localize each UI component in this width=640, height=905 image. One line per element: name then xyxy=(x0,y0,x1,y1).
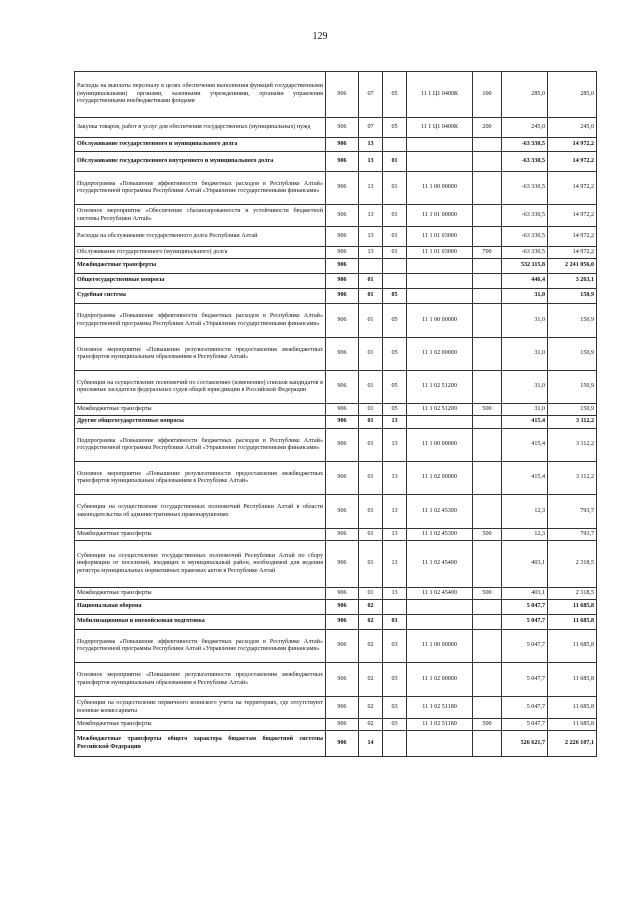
subsection-code-cell: 01 xyxy=(383,227,407,247)
table-row xyxy=(75,529,597,541)
ved-code-cell: 906 xyxy=(326,615,359,630)
target-article-cell: 11 1 02 45400 xyxy=(407,588,473,600)
ved-code-cell: 906 xyxy=(326,630,359,663)
target-article-cell: 11 1 02 51180 xyxy=(407,697,473,719)
amount-change-cell: -63 330,5 xyxy=(502,205,548,227)
amount-total-cell: 3 263,1 xyxy=(548,274,597,289)
amount-total-cell: 150,9 xyxy=(548,304,597,338)
table-row xyxy=(75,138,597,152)
row-name-cell: Межбюджетные трансферты xyxy=(75,719,326,731)
section-code-cell: 13 xyxy=(359,172,383,205)
amount-total-cell: 14 972,2 xyxy=(548,227,597,247)
target-article-cell xyxy=(407,274,473,289)
table-row xyxy=(75,495,597,529)
amount-total-cell: 11 685,8 xyxy=(548,697,597,719)
table-row xyxy=(75,697,597,719)
row-name-cell: Другие общегосударственные вопросы xyxy=(75,416,326,429)
amount-change-cell: 5 047,7 xyxy=(502,663,548,697)
subsection-code-cell: 01 xyxy=(383,172,407,205)
expense-type-cell xyxy=(473,227,502,247)
section-code-cell: 13 xyxy=(359,152,383,172)
section-code-cell: 01 xyxy=(359,289,383,304)
ved-code-cell: 906 xyxy=(326,72,359,118)
row-name-cell: Подпрограмма «Повышение эффективности бюджетных расходов в Республике Алтай» государственной программы Республики Алтай «Управление государственными финансами» xyxy=(75,304,326,338)
target-article-cell: 11 1 02 00000 xyxy=(407,462,473,495)
target-article-cell xyxy=(407,615,473,630)
amount-change-cell: -63 330,5 xyxy=(502,247,548,259)
section-code-cell: 01 xyxy=(359,404,383,416)
table-row xyxy=(75,588,597,600)
section-code-cell: 14 xyxy=(359,731,383,757)
row-name-cell: Межбюджетные трансферты xyxy=(75,404,326,416)
amount-change-cell: 31,0 xyxy=(502,304,548,338)
amount-total-cell: 14 972,2 xyxy=(548,138,597,152)
row-name-cell: Общегосударственные вопросы xyxy=(75,274,326,289)
amount-total-cell: 285,0 xyxy=(548,72,597,118)
expense-type-cell xyxy=(473,205,502,227)
amount-change-cell: 31,0 xyxy=(502,404,548,416)
row-name-cell: Судебная система xyxy=(75,289,326,304)
ved-code-cell: 906 xyxy=(326,289,359,304)
amount-change-cell: 403,1 xyxy=(502,588,548,600)
budget-table-body xyxy=(75,72,597,757)
ved-code-cell: 906 xyxy=(326,600,359,615)
ved-code-cell: 906 xyxy=(326,404,359,416)
section-code-cell: 01 xyxy=(359,274,383,289)
subsection-code-cell: 01 xyxy=(383,205,407,227)
subsection-code-cell: 01 xyxy=(383,152,407,172)
amount-change-cell: -63 330,5 xyxy=(502,138,548,152)
page-number: 129 xyxy=(312,31,328,42)
section-code-cell: 01 xyxy=(359,416,383,429)
expense-type-cell xyxy=(473,731,502,757)
budget-table xyxy=(74,71,597,757)
section-code-cell: 13 xyxy=(359,138,383,152)
amount-total-cell: 793,7 xyxy=(548,495,597,529)
target-article-cell xyxy=(407,152,473,172)
expense-type-cell xyxy=(473,541,502,588)
target-article-cell: 11 1 02 45400 xyxy=(407,541,473,588)
amount-change-cell: 31,0 xyxy=(502,338,548,371)
row-name-cell: Субвенции на осуществление полномочий по составлению (изменению) списков кандидатов в присяжные заседатели федеральных судов общей юрисдикции в Российской Федерации xyxy=(75,371,326,404)
target-article-cell xyxy=(407,138,473,152)
ved-code-cell: 906 xyxy=(326,697,359,719)
expense-type-cell xyxy=(473,429,502,462)
subsection-code-cell: 13 xyxy=(383,588,407,600)
table-row xyxy=(75,600,597,615)
ved-code-cell: 906 xyxy=(326,719,359,731)
subsection-code-cell: 03 xyxy=(383,615,407,630)
subsection-code-cell xyxy=(383,138,407,152)
expense-type-cell xyxy=(473,697,502,719)
row-name-cell: Подпрограмма «Повышение эффективности бюджетных расходов в Республике Алтай» государственной программы Республики Алтай «Управление государственными финансами» xyxy=(75,172,326,205)
table-row xyxy=(75,72,597,118)
row-name-cell: Подпрограмма «Повышение эффективности бюджетных расходов в Республике Алтай» государственной программы Республики Алтай «Управление государственными финансами» xyxy=(75,429,326,462)
section-code-cell: 02 xyxy=(359,697,383,719)
target-article-cell: 11 1 02 51200 xyxy=(407,371,473,404)
target-article-cell xyxy=(407,289,473,304)
expense-type-cell xyxy=(473,152,502,172)
subsection-code-cell: 03 xyxy=(383,697,407,719)
table-row xyxy=(75,615,597,630)
ved-code-cell: 906 xyxy=(326,138,359,152)
section-code-cell: 02 xyxy=(359,719,383,731)
table-row xyxy=(75,289,597,304)
ved-code-cell: 906 xyxy=(326,541,359,588)
expense-type-cell xyxy=(473,600,502,615)
row-name-cell: Обслуживание государственного (муниципального) долга xyxy=(75,247,326,259)
section-code-cell: 01 xyxy=(359,338,383,371)
section-code-cell: 13 xyxy=(359,227,383,247)
expense-type-cell: 500 xyxy=(473,719,502,731)
subsection-code-cell: 03 xyxy=(383,719,407,731)
ved-code-cell: 906 xyxy=(326,205,359,227)
expense-type-cell: 200 xyxy=(473,118,502,138)
table-row xyxy=(75,429,597,462)
target-article-cell: 11 1 00 00000 xyxy=(407,304,473,338)
table-row xyxy=(75,541,597,588)
amount-total-cell: 150,9 xyxy=(548,404,597,416)
expense-type-cell xyxy=(473,338,502,371)
subsection-code-cell xyxy=(383,600,407,615)
subsection-code-cell: 05 xyxy=(383,404,407,416)
table-row xyxy=(75,338,597,371)
ved-code-cell: 906 xyxy=(326,462,359,495)
amount-total-cell: 2 318,5 xyxy=(548,541,597,588)
ved-code-cell: 906 xyxy=(326,338,359,371)
amount-total-cell: 150,9 xyxy=(548,371,597,404)
amount-change-cell: 415,4 xyxy=(502,429,548,462)
amount-total-cell: 793,7 xyxy=(548,529,597,541)
amount-total-cell: 11 685,8 xyxy=(548,615,597,630)
ved-code-cell: 906 xyxy=(326,118,359,138)
amount-change-cell: 5 047,7 xyxy=(502,630,548,663)
amount-change-cell: 12,3 xyxy=(502,529,548,541)
expense-type-cell xyxy=(473,371,502,404)
amount-change-cell: 415,4 xyxy=(502,462,548,495)
ved-code-cell: 906 xyxy=(326,371,359,404)
row-name-cell: Основное мероприятие «Повышение результативности предоставления межбюджетных трансфертов муниципальным образованиям в Республике Алтай» xyxy=(75,462,326,495)
section-code-cell: 01 xyxy=(359,541,383,588)
section-code-cell xyxy=(359,259,383,274)
expense-type-cell: 500 xyxy=(473,588,502,600)
ved-code-cell: 906 xyxy=(326,259,359,274)
ved-code-cell: 906 xyxy=(326,663,359,697)
amount-total-cell: 14 972,2 xyxy=(548,205,597,227)
ved-code-cell: 906 xyxy=(326,227,359,247)
amount-total-cell: 2 318,5 xyxy=(548,588,597,600)
ved-code-cell: 906 xyxy=(326,247,359,259)
amount-total-cell: 245,0 xyxy=(548,118,597,138)
ved-code-cell: 906 xyxy=(326,304,359,338)
target-article-cell xyxy=(407,416,473,429)
table-row xyxy=(75,274,597,289)
target-article-cell: 11 1 02 45300 xyxy=(407,495,473,529)
section-code-cell: 07 xyxy=(359,72,383,118)
row-name-cell: Закупка товаров, работ и услуг для обеспечения государственных (муниципальных) нужд xyxy=(75,118,326,138)
table-row xyxy=(75,404,597,416)
target-article-cell: 11 1 02 00000 xyxy=(407,338,473,371)
target-article-cell: 11 1 02 51180 xyxy=(407,719,473,731)
amount-total-cell: 3 112,2 xyxy=(548,416,597,429)
target-article-cell xyxy=(407,600,473,615)
amount-total-cell: 11 685,8 xyxy=(548,600,597,615)
amount-change-cell: 446,4 xyxy=(502,274,548,289)
table-row xyxy=(75,462,597,495)
amount-change-cell: -63 330,5 xyxy=(502,172,548,205)
ved-code-cell: 906 xyxy=(326,495,359,529)
target-article-cell: 11 1 00 00000 xyxy=(407,172,473,205)
target-article-cell: 11 1 02 45300 xyxy=(407,529,473,541)
table-row xyxy=(75,416,597,429)
amount-total-cell: 2 241 056,0 xyxy=(548,259,597,274)
target-article-cell xyxy=(407,259,473,274)
row-name-cell: Межбюджетные трансферты xyxy=(75,529,326,541)
amount-change-cell: 5 047,7 xyxy=(502,719,548,731)
section-code-cell: 01 xyxy=(359,495,383,529)
amount-total-cell: 14 972,2 xyxy=(548,152,597,172)
amount-total-cell: 11 685,8 xyxy=(548,630,597,663)
target-article-cell xyxy=(407,731,473,757)
section-code-cell: 02 xyxy=(359,600,383,615)
amount-change-cell: 403,1 xyxy=(502,541,548,588)
target-article-cell: 11 1 Ц1 0400К xyxy=(407,118,473,138)
amount-change-cell: 532 115,8 xyxy=(502,259,548,274)
section-code-cell: 07 xyxy=(359,118,383,138)
target-article-cell: 11 1 01 03000 xyxy=(407,247,473,259)
subsection-code-cell xyxy=(383,259,407,274)
amount-total-cell: 150,9 xyxy=(548,338,597,371)
row-name-cell: Расходы на выплаты персоналу в целях обеспечения выполнения функций государственными (муниципальными) органами, казенными учреждениями, органами управления государственными внебюджетными фондами xyxy=(75,72,326,118)
row-name-cell: Основное мероприятие «Обеспечение сбалансированности и устойчивости бюджетной системы Республики Алтай» xyxy=(75,205,326,227)
ved-code-cell: 906 xyxy=(326,429,359,462)
row-name-cell: Межбюджетные трансферты xyxy=(75,259,326,274)
expense-type-cell xyxy=(473,172,502,205)
row-name-cell: Межбюджетные трансферты xyxy=(75,588,326,600)
expense-type-cell: 700 xyxy=(473,247,502,259)
section-code-cell: 01 xyxy=(359,462,383,495)
subsection-code-cell: 05 xyxy=(383,304,407,338)
table-row xyxy=(75,731,597,757)
ved-code-cell: 906 xyxy=(326,731,359,757)
amount-change-cell: 415,4 xyxy=(502,416,548,429)
target-article-cell: 11 1 02 51200 xyxy=(407,404,473,416)
table-row xyxy=(75,172,597,205)
subsection-code-cell: 13 xyxy=(383,495,407,529)
table-row xyxy=(75,719,597,731)
expense-type-cell xyxy=(473,663,502,697)
amount-total-cell: 14 972,2 xyxy=(548,172,597,205)
section-code-cell: 13 xyxy=(359,205,383,227)
amount-change-cell: -63 330,5 xyxy=(502,152,548,172)
target-article-cell: 11 1 00 00000 xyxy=(407,429,473,462)
expense-type-cell xyxy=(473,289,502,304)
subsection-code-cell: 13 xyxy=(383,462,407,495)
expense-type-cell xyxy=(473,274,502,289)
section-code-cell: 02 xyxy=(359,630,383,663)
expense-type-cell: 500 xyxy=(473,529,502,541)
expense-type-cell xyxy=(473,615,502,630)
subsection-code-cell xyxy=(383,274,407,289)
table-row xyxy=(75,152,597,172)
subsection-code-cell: 05 xyxy=(383,118,407,138)
amount-change-cell: 285,0 xyxy=(502,72,548,118)
subsection-code-cell: 13 xyxy=(383,429,407,462)
expense-type-cell xyxy=(473,304,502,338)
table-row xyxy=(75,304,597,338)
target-article-cell: 11 1 Ц1 0400К xyxy=(407,72,473,118)
amount-change-cell: 245,0 xyxy=(502,118,548,138)
subsection-code-cell: 01 xyxy=(383,247,407,259)
row-name-cell: Расходы на обслуживание государственного долга Республики Алтай xyxy=(75,227,326,247)
row-name-cell: Мобилизационная и вневойсковая подготовка xyxy=(75,615,326,630)
amount-total-cell: 14 972,2 xyxy=(548,247,597,259)
subsection-code-cell: 05 xyxy=(383,371,407,404)
table-row xyxy=(75,227,597,247)
target-article-cell: 11 1 02 00000 xyxy=(407,663,473,697)
row-name-cell: Основное мероприятие «Повышение результативности предоставления межбюджетных трансфертов муниципальным образованиям в Республике Алтай» xyxy=(75,338,326,371)
expense-type-cell xyxy=(473,259,502,274)
section-code-cell: 01 xyxy=(359,529,383,541)
amount-change-cell: 31,0 xyxy=(502,289,548,304)
row-name-cell: Национальная оборона xyxy=(75,600,326,615)
subsection-code-cell xyxy=(383,731,407,757)
amount-change-cell: 526 621,7 xyxy=(502,731,548,757)
table-row xyxy=(75,118,597,138)
subsection-code-cell: 13 xyxy=(383,529,407,541)
amount-change-cell: 12,3 xyxy=(502,495,548,529)
ved-code-cell: 906 xyxy=(326,172,359,205)
amount-change-cell: -63 330,5 xyxy=(502,227,548,247)
row-name-cell: Субвенции на осуществление государственных полномочий Республики Алтай по сбору информации от поселений, входящих в муниципальный район, необходимой для ведения регистра муниципальных нормативных правовых актов в Республике Алтай xyxy=(75,541,326,588)
row-name-cell: Обслуживание государственного и муниципального долга xyxy=(75,138,326,152)
amount-total-cell: 2 226 107,1 xyxy=(548,731,597,757)
amount-total-cell: 3 112,2 xyxy=(548,429,597,462)
subsection-code-cell: 05 xyxy=(383,289,407,304)
row-name-cell: Субвенции на осуществление государственных полномочий Республики Алтай в области законодательства об административных правонарушениях xyxy=(75,495,326,529)
table-row xyxy=(75,259,597,274)
target-article-cell: 11 1 00 00000 xyxy=(407,630,473,663)
amount-change-cell: 5 047,7 xyxy=(502,615,548,630)
expense-type-cell xyxy=(473,495,502,529)
section-code-cell: 01 xyxy=(359,429,383,462)
table-row xyxy=(75,205,597,227)
subsection-code-cell: 05 xyxy=(383,72,407,118)
row-name-cell: Обслуживание государственного внутреннего и муниципального долга xyxy=(75,152,326,172)
target-article-cell: 11 1 01 00000 xyxy=(407,205,473,227)
subsection-code-cell: 03 xyxy=(383,663,407,697)
row-name-cell: Основное мероприятие «Повышение результативности предоставления межбюджетных трансфертов муниципальным образованиям в Республике Алтай» xyxy=(75,663,326,697)
table-row xyxy=(75,663,597,697)
section-code-cell: 01 xyxy=(359,588,383,600)
row-name-cell: Подпрограмма «Повышение эффективности бюджетных расходов в Республике Алтай» государственной программы Республики Алтай «Управление государственными финансами» xyxy=(75,630,326,663)
expense-type-cell xyxy=(473,416,502,429)
target-article-cell: 11 1 01 03000 xyxy=(407,227,473,247)
amount-total-cell: 150,9 xyxy=(548,289,597,304)
amount-total-cell: 11 685,8 xyxy=(548,663,597,697)
section-code-cell: 01 xyxy=(359,304,383,338)
amount-change-cell: 31,0 xyxy=(502,371,548,404)
row-name-cell: Межбюджетные трансферты общего характера бюджетам бюджетной системы Российской Федерации xyxy=(75,731,326,757)
subsection-code-cell: 05 xyxy=(383,338,407,371)
ved-code-cell: 906 xyxy=(326,274,359,289)
ved-code-cell: 906 xyxy=(326,152,359,172)
expense-type-cell xyxy=(473,630,502,663)
subsection-code-cell: 13 xyxy=(383,541,407,588)
subsection-code-cell: 13 xyxy=(383,416,407,429)
amount-total-cell: 11 685,8 xyxy=(548,719,597,731)
section-code-cell: 02 xyxy=(359,615,383,630)
expense-type-cell xyxy=(473,138,502,152)
expense-type-cell: 100 xyxy=(473,72,502,118)
table-row xyxy=(75,630,597,663)
table-row xyxy=(75,247,597,259)
section-code-cell: 02 xyxy=(359,663,383,697)
expense-type-cell: 500 xyxy=(473,404,502,416)
ved-code-cell: 906 xyxy=(326,529,359,541)
ved-code-cell: 906 xyxy=(326,416,359,429)
section-code-cell: 01 xyxy=(359,371,383,404)
amount-change-cell: 5 047,7 xyxy=(502,697,548,719)
row-name-cell: Субвенции на осуществление первичного воинского учета на территориях, где отсутствуют военные комиссариаты xyxy=(75,697,326,719)
subsection-code-cell: 03 xyxy=(383,630,407,663)
table-row xyxy=(75,371,597,404)
amount-total-cell: 3 112,2 xyxy=(548,462,597,495)
amount-change-cell: 5 047,7 xyxy=(502,600,548,615)
section-code-cell: 13 xyxy=(359,247,383,259)
expense-type-cell xyxy=(473,462,502,495)
ved-code-cell: 906 xyxy=(326,588,359,600)
